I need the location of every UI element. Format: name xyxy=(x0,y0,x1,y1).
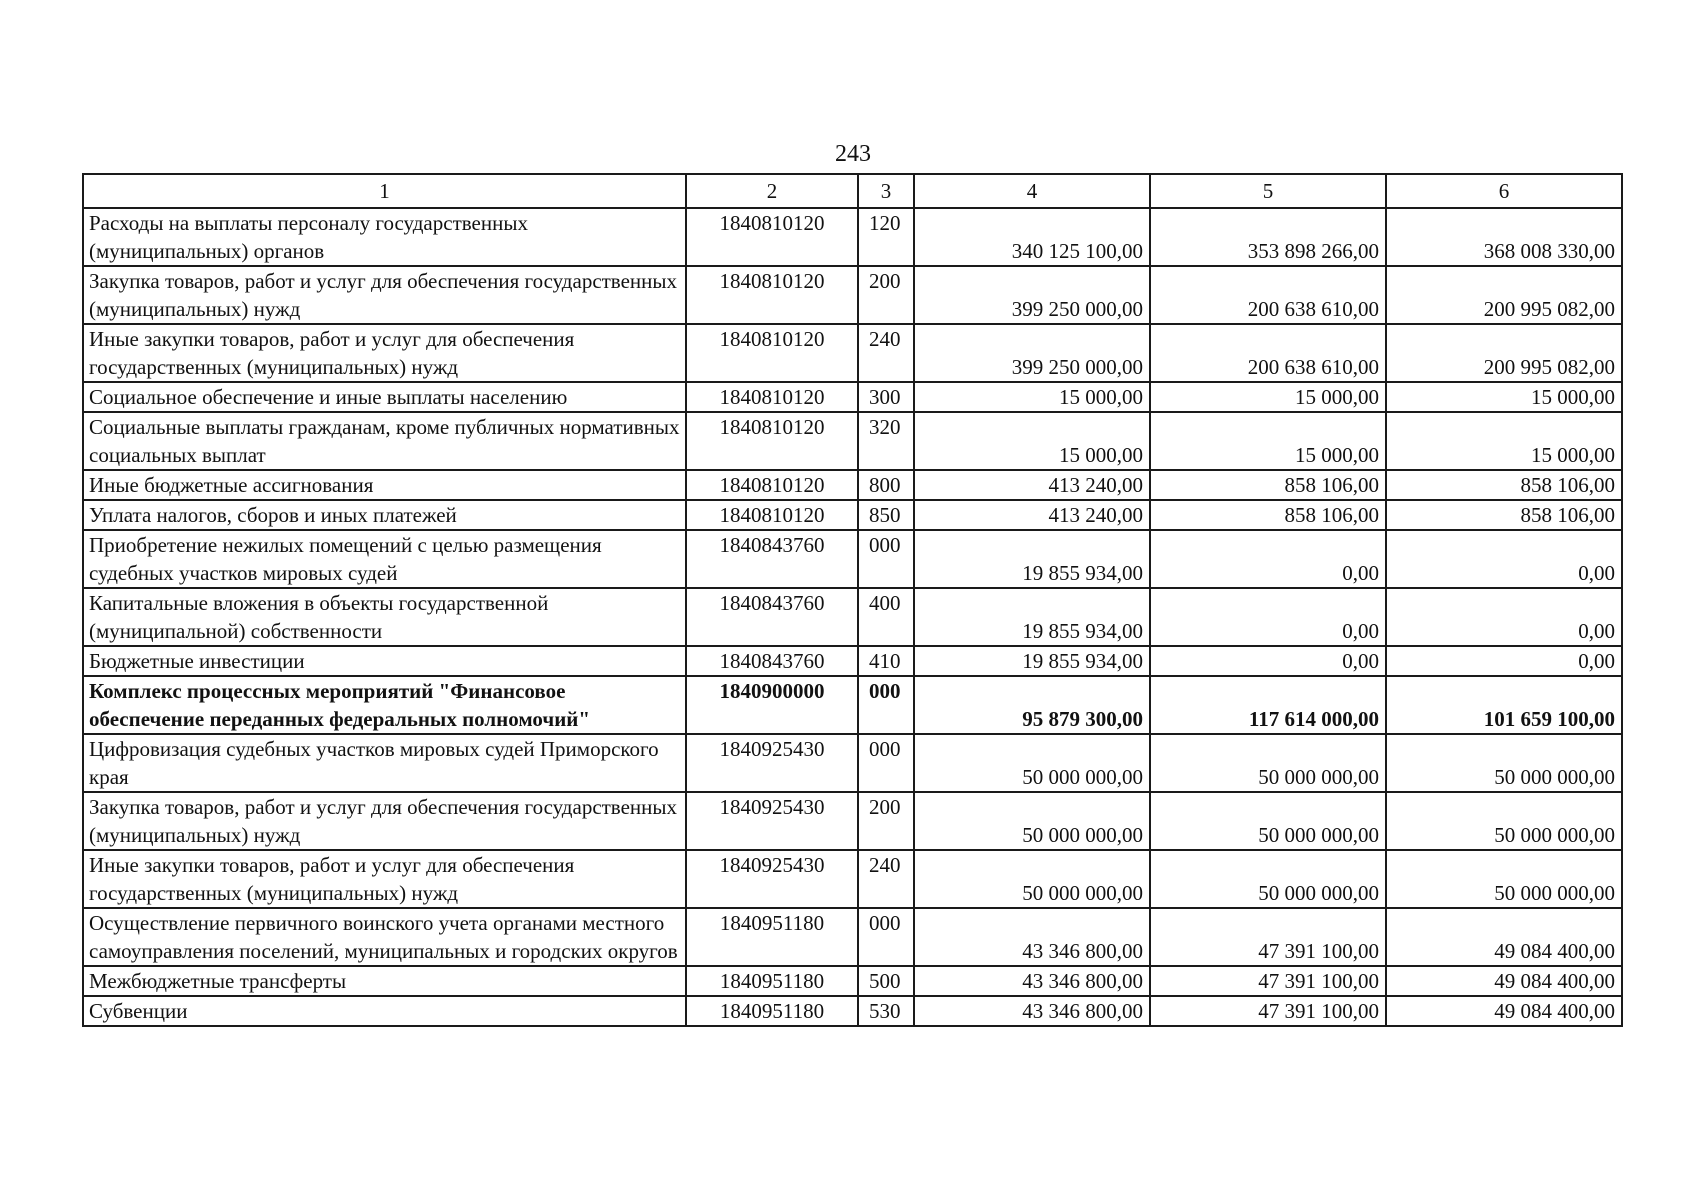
row-amount-col6: 858 106,00 xyxy=(1386,500,1622,530)
row-amount-col4: 413 240,00 xyxy=(914,500,1150,530)
column-header-6: 6 xyxy=(1386,174,1622,208)
row-amount-col6: 15 000,00 xyxy=(1386,382,1622,412)
row-amount-col5: 0,00 xyxy=(1150,588,1386,646)
row-amount-col6: 368 008 330,00 xyxy=(1386,208,1622,266)
row-type-cell: 200 xyxy=(858,266,914,324)
row-type-cell: 530 xyxy=(858,996,914,1026)
table-row xyxy=(83,382,1622,412)
row-name-cell: Уплата налогов, сборов и иных платежей xyxy=(83,500,686,530)
table-row xyxy=(83,500,1622,530)
row-name-cell: Расходы на выплаты персоналу государственных (муниципальных) органов xyxy=(83,208,686,266)
row-type-cell: 400 xyxy=(858,588,914,646)
row-amount-col4: 15 000,00 xyxy=(914,382,1150,412)
row-code-cell: 1840843760 xyxy=(686,530,858,588)
row-amount-col6: 15 000,00 xyxy=(1386,412,1622,470)
row-name-cell: Иные закупки товаров, работ и услуг для обеспечения государственных (муниципальных) нужд xyxy=(83,850,686,908)
row-amount-col4: 19 855 934,00 xyxy=(914,588,1150,646)
row-type-cell: 240 xyxy=(858,850,914,908)
row-name-cell: Бюджетные инвестиции xyxy=(83,646,686,676)
row-name-cell: Осуществление первичного воинского учета органами местного самоуправления поселений, муниципальных и городских округов xyxy=(83,908,686,966)
row-amount-col6: 49 084 400,00 xyxy=(1386,908,1622,966)
row-name-cell: Субвенции xyxy=(83,996,686,1026)
row-amount-col5: 15 000,00 xyxy=(1150,382,1386,412)
row-amount-col6: 50 000 000,00 xyxy=(1386,792,1622,850)
row-amount-col4: 50 000 000,00 xyxy=(914,734,1150,792)
row-code-cell: 1840810120 xyxy=(686,412,858,470)
table-row xyxy=(83,530,1622,588)
row-amount-col4: 399 250 000,00 xyxy=(914,266,1150,324)
row-name-cell: Социальное обеспечение и иные выплаты населению xyxy=(83,382,686,412)
row-type-cell: 850 xyxy=(858,500,914,530)
row-amount-col5: 50 000 000,00 xyxy=(1150,792,1386,850)
row-code-cell: 1840925430 xyxy=(686,734,858,792)
row-code-cell: 1840810120 xyxy=(686,382,858,412)
row-type-cell: 200 xyxy=(858,792,914,850)
table-header-row xyxy=(83,174,1622,208)
column-header-2: 2 xyxy=(686,174,858,208)
row-amount-col6: 49 084 400,00 xyxy=(1386,996,1622,1026)
row-amount-col6: 858 106,00 xyxy=(1386,470,1622,500)
row-amount-col5: 50 000 000,00 xyxy=(1150,850,1386,908)
row-amount-col5: 858 106,00 xyxy=(1150,470,1386,500)
row-amount-col5: 50 000 000,00 xyxy=(1150,734,1386,792)
row-name-cell: Закупка товаров, работ и услуг для обеспечения государственных (муниципальных) нужд xyxy=(83,792,686,850)
row-name-cell: Социальные выплаты гражданам, кроме публичных нормативных социальных выплат xyxy=(83,412,686,470)
row-amount-col5: 117 614 000,00 xyxy=(1150,676,1386,734)
row-code-cell: 1840843760 xyxy=(686,646,858,676)
row-name-cell: Цифровизация судебных участков мировых судей Приморского края xyxy=(83,734,686,792)
column-header-4: 4 xyxy=(914,174,1150,208)
row-amount-col5: 47 391 100,00 xyxy=(1150,996,1386,1026)
table-row xyxy=(83,676,1622,734)
row-amount-col4: 413 240,00 xyxy=(914,470,1150,500)
table-row xyxy=(83,996,1622,1026)
row-amount-col5: 353 898 266,00 xyxy=(1150,208,1386,266)
row-type-cell: 500 xyxy=(858,966,914,996)
row-type-cell: 410 xyxy=(858,646,914,676)
row-amount-col4: 50 000 000,00 xyxy=(914,850,1150,908)
row-type-cell: 800 xyxy=(858,470,914,500)
column-header-1: 1 xyxy=(83,174,686,208)
row-type-cell: 000 xyxy=(858,908,914,966)
row-amount-col6: 200 995 082,00 xyxy=(1386,324,1622,382)
row-type-cell: 300 xyxy=(858,382,914,412)
row-code-cell: 1840810120 xyxy=(686,470,858,500)
row-name-cell: Иные закупки товаров, работ и услуг для обеспечения государственных (муниципальных) нужд xyxy=(83,324,686,382)
row-code-cell: 1840810120 xyxy=(686,500,858,530)
row-amount-col4: 19 855 934,00 xyxy=(914,646,1150,676)
row-amount-col5: 858 106,00 xyxy=(1150,500,1386,530)
row-amount-col5: 200 638 610,00 xyxy=(1150,324,1386,382)
row-amount-col6: 50 000 000,00 xyxy=(1386,850,1622,908)
row-amount-col6: 0,00 xyxy=(1386,588,1622,646)
table-row xyxy=(83,588,1622,646)
row-code-cell: 1840900000 xyxy=(686,676,858,734)
row-amount-col6: 50 000 000,00 xyxy=(1386,734,1622,792)
row-code-cell: 1840810120 xyxy=(686,324,858,382)
row-type-cell: 320 xyxy=(858,412,914,470)
row-amount-col6: 101 659 100,00 xyxy=(1386,676,1622,734)
row-type-cell: 000 xyxy=(858,676,914,734)
row-amount-col4: 43 346 800,00 xyxy=(914,996,1150,1026)
row-amount-col6: 49 084 400,00 xyxy=(1386,966,1622,996)
row-amount-col4: 340 125 100,00 xyxy=(914,208,1150,266)
table-row xyxy=(83,792,1622,850)
column-header-3: 3 xyxy=(858,174,914,208)
row-code-cell: 1840951180 xyxy=(686,996,858,1026)
row-amount-col6: 200 995 082,00 xyxy=(1386,266,1622,324)
row-type-cell: 000 xyxy=(858,734,914,792)
row-name-cell: Иные бюджетные ассигнования xyxy=(83,470,686,500)
row-amount-col4: 50 000 000,00 xyxy=(914,792,1150,850)
row-amount-col5: 0,00 xyxy=(1150,530,1386,588)
row-amount-col4: 95 879 300,00 xyxy=(914,676,1150,734)
row-amount-col5: 15 000,00 xyxy=(1150,412,1386,470)
row-code-cell: 1840925430 xyxy=(686,792,858,850)
table-row xyxy=(83,734,1622,792)
row-code-cell: 1840843760 xyxy=(686,588,858,646)
row-amount-col5: 200 638 610,00 xyxy=(1150,266,1386,324)
row-amount-col5: 47 391 100,00 xyxy=(1150,908,1386,966)
row-name-cell: Капитальные вложения в объекты государственной (муниципальной) собственности xyxy=(83,588,686,646)
table-row xyxy=(83,324,1622,382)
row-amount-col4: 19 855 934,00 xyxy=(914,530,1150,588)
budget-table xyxy=(82,173,1623,1027)
table-row xyxy=(83,908,1622,966)
row-amount-col4: 43 346 800,00 xyxy=(914,966,1150,996)
row-amount-col5: 47 391 100,00 xyxy=(1150,966,1386,996)
row-code-cell: 1840951180 xyxy=(686,966,858,996)
row-code-cell: 1840925430 xyxy=(686,850,858,908)
row-name-cell: Закупка товаров, работ и услуг для обеспечения государственных (муниципальных) нужд xyxy=(83,266,686,324)
table-row xyxy=(83,966,1622,996)
table-row xyxy=(83,412,1622,470)
table-row xyxy=(83,470,1622,500)
row-amount-col6: 0,00 xyxy=(1386,530,1622,588)
column-header-5: 5 xyxy=(1150,174,1386,208)
row-name-cell: Приобретение нежилых помещений с целью размещения судебных участков мировых судей xyxy=(83,530,686,588)
page-number: 243 xyxy=(835,141,871,167)
row-code-cell: 1840951180 xyxy=(686,908,858,966)
table-row xyxy=(83,208,1622,266)
table-row xyxy=(83,646,1622,676)
row-amount-col5: 0,00 xyxy=(1150,646,1386,676)
row-name-cell: Комплекс процессных мероприятий "Финансовое обеспечение переданных федеральных полномочий" xyxy=(83,676,686,734)
row-type-cell: 240 xyxy=(858,324,914,382)
row-amount-col4: 15 000,00 xyxy=(914,412,1150,470)
row-type-cell: 120 xyxy=(858,208,914,266)
row-amount-col6: 0,00 xyxy=(1386,646,1622,676)
row-type-cell: 000 xyxy=(858,530,914,588)
table-row xyxy=(83,850,1622,908)
row-name-cell: Межбюджетные трансферты xyxy=(83,966,686,996)
row-code-cell: 1840810120 xyxy=(686,208,858,266)
table-row xyxy=(83,266,1622,324)
row-code-cell: 1840810120 xyxy=(686,266,858,324)
row-amount-col4: 399 250 000,00 xyxy=(914,324,1150,382)
row-amount-col4: 43 346 800,00 xyxy=(914,908,1150,966)
